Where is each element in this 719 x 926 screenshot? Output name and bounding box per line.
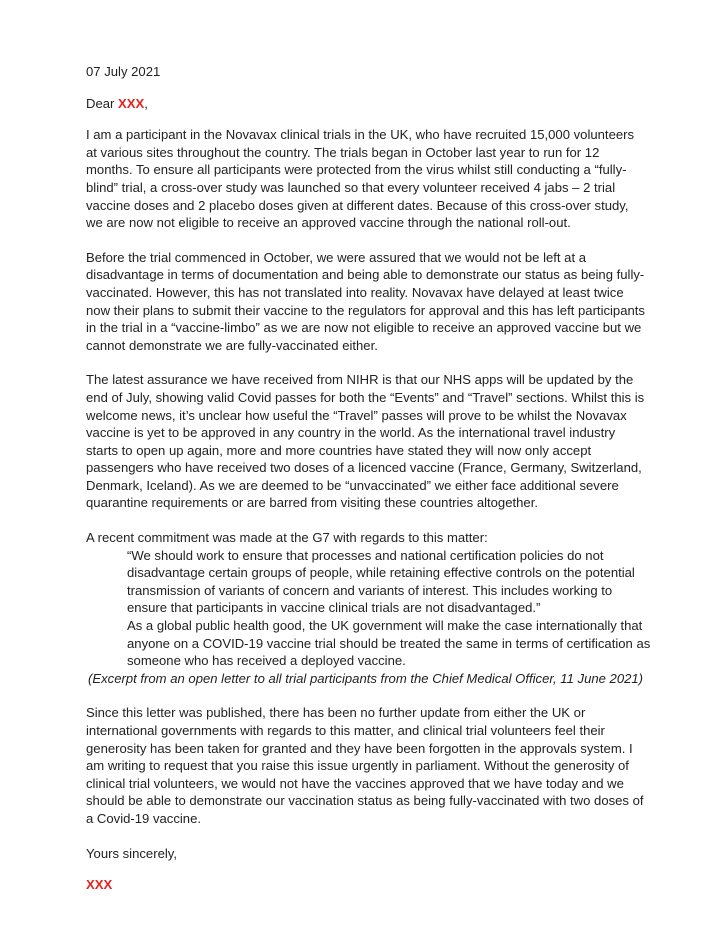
signature-placeholder: XXX <box>86 877 113 893</box>
quote-block <box>86 547 655 670</box>
body-paragraph-4: Since this letter was published, there has been no further update from either the UK or international governments with regards to this matter, and clinical trial volunteers feel their generosity has been taken for granted and they have been forgotten in the approvals system. I am writing to request that you raise this issue urgently in parliament. Without the generosity of clinical trial volunteers, we would not have the vaccines approved that we have today and we should be able to demonstrate our vaccination status as being fully-vaccinated with two doses of a Covid-19 vaccine. <box>86 705 644 826</box>
salutation <box>86 95 646 113</box>
closing: Yours sincerely, <box>86 845 177 861</box>
salutation-prefix: Dear <box>86 95 119 111</box>
body-paragraph-3: The latest assurance we have received from NIHR is that our NHS apps will be updated by the end of July, showing valid Covid passes for both the “Events” and “Travel” sections. Whilst this is welcome news, it’s unclear how useful the “Travel” passes will prove to be whilst the Novavax vaccine is yet to be approved in any country in the world. As the international travel industry starts to open up again, more and more countries have stated they will now only accept passengers who have received two doses of a licenced vaccine (France, Germany, Switzerland, Denmark, Iceland). As we are deemed to be “unvaccinated” we either face additional severe quarantine requirements or are barred from visiting these countries altogether. <box>86 372 645 511</box>
letter-date: 07 July 2021 <box>86 64 161 79</box>
quote-paragraph-2: As a global public health good, the UK government will make the case internationally that anyone on a COVID-19 vaccine trial should be treated the same in terms of certification as someone who has received a deployed vaccine. <box>127 618 651 669</box>
body-paragraph-2: Before the trial commenced in October, we were assured that we would not be left at a disadvantage in terms of documentation and being able to demonstrate our status as being fully-vaccinated. However, this has not translated into reality. Novavax have delayed at least twice now their plans to submit their vaccine to the regulators for approval and this has left participants in the trial in a “vaccine-limbo” as we are now not eligible to receive an approved vaccine but we cannot demonstrate we are fully-vaccinated either. <box>86 249 645 353</box>
letter-page <box>86 63 651 894</box>
excerpt-source: (Excerpt from an open letter to all trial participants from the Chief Medical Officer, 11 June 2021) <box>88 670 644 686</box>
recipient-placeholder: XXX <box>118 95 145 111</box>
quote-intro: A recent commitment was made at the G7 with regards to this matter: <box>86 530 488 546</box>
quote-paragraph-1: “We should work to ensure that processes and national certification policies do not disadvantage certain groups of people, while retaining effective controls on the potential transmission of variants of concern and variants of interest. This includes working to ensure that participants in vaccine clinical trials are not disadvantaged.” <box>127 547 635 616</box>
salutation-suffix: , <box>144 95 148 111</box>
body-paragraph-1: I am a participant in the Novavax clinical trials in the UK, who have recruited 15,000 volunteers at various sites throughout the country. The trials began in October last year to run for 12 months. To ensure all participants were protected from the virus whilst still conducting a “fully-blind” trial, a cross-over study was launched so that every volunteer received 4 jabs – 2 trial vaccine doses and 2 placebo doses given at different dates. Because of this cross-over study, we are now not eligible to receive an approved vaccine through the national roll-out. <box>86 127 635 231</box>
